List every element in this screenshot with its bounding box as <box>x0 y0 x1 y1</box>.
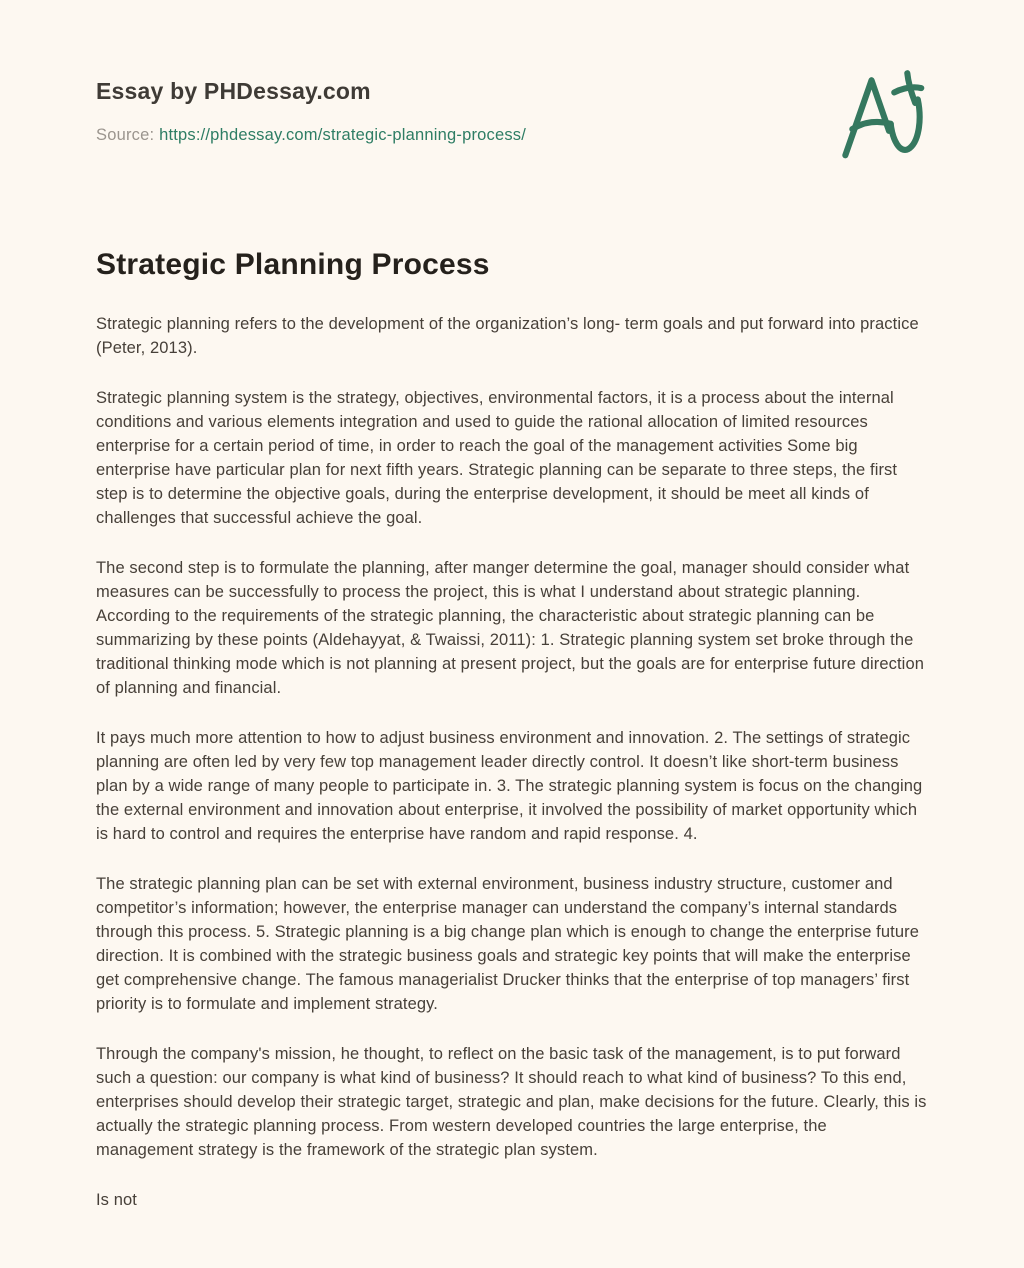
article-paragraph: The strategic planning plan can be set with external environment, business industry structure, customer and competitor’s information; however, the enterprise manager can understand the company’s internal standards through this process. 5. Strategic planning is a big change plan which is enough to change the enterprise future direction. It is combined with the strategic business goals and strategic key points that will make the enterprise get comprehensive change. The famous managerialist Drucker thinks that the enterprise of top managers’ first priority is to formulate and implement strategy. <box>96 875 919 1013</box>
source-url-link[interactable]: https://phdessay.com/strategic-planning-process/ <box>159 126 527 144</box>
article-paragraph: It pays much more attention to how to adjust business environment and innovation. 2. The settings of strategic planning are often led by very few top management leader directly control. It doesn’t like short-term business plan by a wide range of many people to participate in. 3. The strategic planning system is focus on the changing the external environment and innovation about enterprise, it involved the possibility of market opportunity which is hard to control and requires the enterprise have random and rapid response. 4. <box>96 729 923 843</box>
article-body <box>96 312 928 1212</box>
article-paragraph: Is not <box>96 1191 137 1209</box>
header-text-block <box>96 74 526 145</box>
source-line <box>96 126 526 145</box>
source-label: Source: <box>96 126 155 144</box>
a-plus-logo-icon <box>838 68 926 164</box>
article-title: Strategic Planning Process <box>96 248 490 281</box>
article-paragraph: Strategic planning refers to the development of the organization’s long- term goals and put forward into practice (Peter, 2013). <box>96 315 919 357</box>
article-paragraph: Through the company's mission, he thought, to reflect on the basic task of the management, is to put forward such a question: our company is what kind of business? It should reach to what kind of business? To this end, enterprises should develop their strategic target, strategic and plan, make decisions for the future. Clearly, this is actually the strategic planning process. From western developed countries the large enterprise, the management strategy is the framework of the strategic plan system. <box>96 1045 927 1159</box>
article-paragraph: Strategic planning system is the strategy, objectives, environmental factors, it is a process about the internal conditions and various elements integration and used to guide the rational allocation of limited resources enterprise for a certain period of time, in order to reach the goal of the management activities Some big enterprise have particular plan for next fifth years. Strategic planning can be separate to three steps, the first step is to determine the objective goals, during the enterprise development, it should be meet all kinds of challenges that successful achieve the goal. <box>96 389 898 527</box>
page-header <box>96 74 928 164</box>
essay-by-heading: Essay by PHDessay.com <box>96 78 371 104</box>
article-paragraph: The second step is to formulate the planning, after manger determine the goal, manager should consider what measures can be successfully to process the project, this is what I understand about strategic planning. According to the requirements of the strategic planning, the characteristic about strategic planning can be summarizing by these points (Aldehayyat, & Twaissi, 2011): 1. Strategic planning system set broke through the traditional thinking mode which is not planning at present project, but the goals are for enterprise future direction of planning and financial. <box>96 559 925 697</box>
